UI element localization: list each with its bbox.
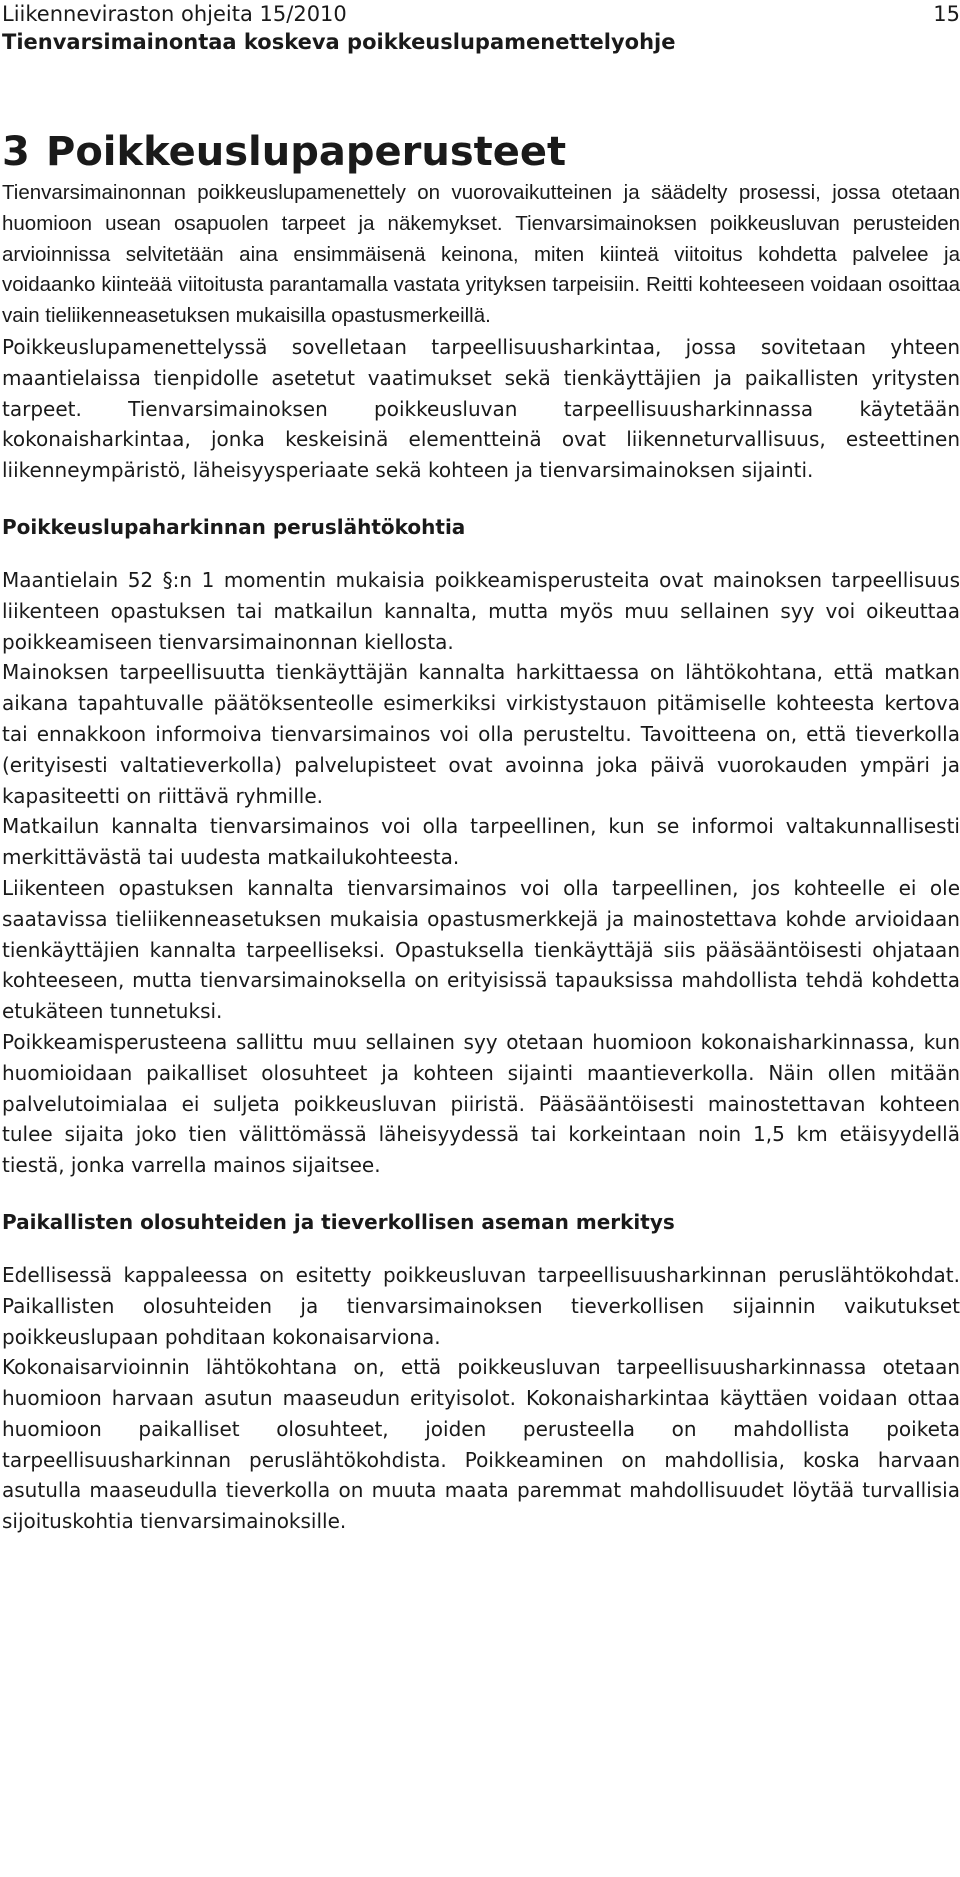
chapter-heading xyxy=(2,126,960,178)
paragraph-matkailu: Matkailun kannalta tienvarsimainos voi olla tarpeellinen, kun se informoi valtakunnallisesti merkittävästä tai uudesta matkailukohteesta. xyxy=(2,814,960,870)
running-header-publication: Liikenneviraston ohjeita 15/2010 xyxy=(2,2,347,26)
paragraph-opastus: Liikenteen opastuksen kannalta tienvarsimainos voi olla tarpeellinen, jos kohteelle ei ole saatavissa tieliikenneasetuksen mukaisia opastusmerkkejä ja mainostettava kohde arvioidaan tienkäyttäjien kannalta tarpeelliseksi. Opastuksella tienkäyttäjä siis pääsääntöisesti ohjataan kohteeseen, mutta tienvarsimainoksella on erityisissä tapauksissa mahdollista tehdä kohdetta etukäteen tunnetuksi. xyxy=(2,875,960,1024)
paragraph-intro: Tienvarsimainonnan poikkeuslupamenettely on vuorovaikutteinen ja säädelty prosessi, jossa otetaan huomioon usean osapuolen tarpeet ja näkemykset. Tienvarsimainoksen poikkeusluvan perusteiden arvioinnissa selvitetään aina ensimmäisenä keinona, miten kiinteä viitoitus kohdetta palvelee ja voidaanko kiinteää viitoitusta parantamalla vastata yrityksen tarpeisiin. Reitti kohteeseen voidaan osoittaa vain tieliikenneasetuksen mukaisilla opastusmerkeillä. xyxy=(2,181,960,328)
chapter-title: Poikkeuslupaperusteet xyxy=(46,129,567,175)
paragraph-muu-syy: Poikkeamisperusteena sallittu muu sellainen syy otetaan huomioon kokonaisharkinnassa, kun huomioidaan paikalliset olosuhteet ja kohteen sijainti maantieverkolla. Näin ollen mitään palvelutoimialaa ei suljeta poikkeusluvan piiristä. Pääsääntöisesti mainostettavan kohteen tulee sijaita joko tien välittömässä läheisyydessä tai korkeintaan noin 1,5 km etäisyydellä tiestä, jonka varrella mainos sijaitsee. xyxy=(2,1029,960,1178)
chapter-number: 3 xyxy=(2,129,30,175)
page-number: 15 xyxy=(933,2,960,26)
paragraph-tarpeellisuusharkinta: Poikkeuslupamenettelyssä sovelletaan tarpeellisuusharkintaa, jossa sovitetaan yhteen maantielaissa tienpidolle asetetut vaatimukset sekä tienkäyttäjien ja paikallisten yritysten tarpeet. Tienvarsimainoksen poikkeusluvan tarpeellisuusharkinnassa käytetään kokonaisharkintaa, jonka keskeisinä elementteinä ovat liikenneturvallisuus, esteettinen liikenneympäristö, läheisyysperiaate sekä kohteen ja tienvarsimainoksen sijainti. xyxy=(2,334,960,483)
paragraph-kokonaisarviointi: Kokonaisarvioinnin lähtökohtana on, että poikkeusluvan tarpeellisuusharkinnassa otetaan huomioon harvaan asutun maaseudun erityisolot. Kokonaisharkintaa käyttäen voidaan ottaa huomioon paikalliset olosuhteet, joiden perusteella on mahdollista poiketa tarpeellisuusharkinnan peruslähtökohdista. Poikkeaminen on mahdollisia, koska harvaan asutulla maaseudulla tieverkolla on muuta maata paremmat mahdollisuudet löytää turvallisia sijoituskohtia tienvarsimainoksille. xyxy=(2,1355,960,1534)
subheading-paikalliset-olosuhteet: Paikallisten olosuhteiden ja tieverkollisen aseman merkitys xyxy=(2,1209,675,1234)
subheading-peruslahtokohtia: Poikkeuslupaharkinnan peruslähtökohtia xyxy=(2,514,466,539)
running-header-subtitle: Tienvarsimainontaa koskeva poikkeuslupamenettelyohje xyxy=(2,30,676,54)
paragraph-edellisessa: Edellisessä kappaleessa on esitetty poikkeusluvan tarpeellisuusharkinnan peruslähtökohdat. Paikallisten olosuhteiden ja tienvarsimainoksen tieverkollisen sijainnin vaikutukset poikkeuslupaan pohditaan kokonaisarviona. xyxy=(2,1262,960,1349)
paragraph-maantielaki: Maantielain 52 §:n 1 momentin mukaisia poikkeamisperusteita ovat mainoksen tarpeellisuus liikenteen opastuksen tai matkailun kannalta, mutta myös muu sellainen syy voi oikeuttaa poikkeamiseen tienvarsimainonnan kiellosta. xyxy=(2,567,960,654)
paragraph-tienkayttaja: Mainoksen tarpeellisuutta tienkäyttäjän kannalta harkittaessa on lähtökohtana, että matkan aikana tapahtuvalle päätöksenteolle esimerkiksi virkistystauon pitämiselle kohteesta kertova tai ennakkoon informoiva tienvarsimainos voi olla perusteltu. Tavoitteena on, että tieverkolla (erityisesti valtatieverkolla) palvelupisteet ovat avoinna joka päivä vuorokauden ympäri ja kapasiteetti on riittävä ryhmille. xyxy=(2,660,960,808)
